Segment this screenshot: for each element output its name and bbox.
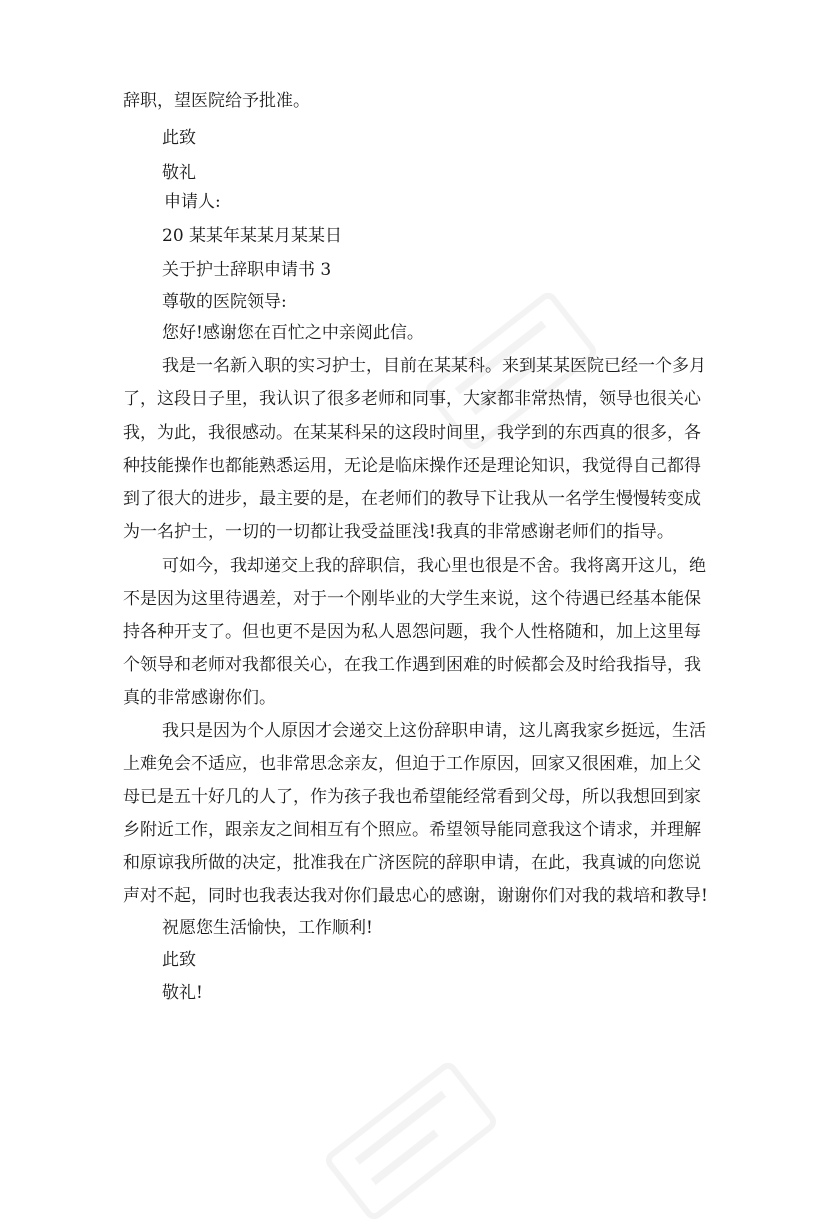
paragraph-line: 真的非常感谢你们。 bbox=[123, 688, 276, 708]
applicant-label: 申请人: bbox=[164, 192, 221, 212]
paragraph-line: 个领导和老师对我都很关心，在我工作遇到困难的时候都会及时给我指导，我 bbox=[123, 655, 701, 675]
greeting: 尊敬的医院领导: bbox=[162, 292, 287, 312]
paragraph-line: 我是一名新入职的实习护士，目前在某某科。来到某某医院已经一个多月 bbox=[162, 356, 706, 376]
paragraph-line: 我，为此，我很感动。在某某科呆的这段时间里，我学到的东西真的很多，各 bbox=[123, 423, 701, 443]
closing-wish: 祝愿您生活愉快，工作顺利! bbox=[162, 918, 373, 938]
section-title: 关于护士辞职申请书 3 bbox=[162, 260, 332, 280]
paragraph-line: 为一名护士，一切的一切都让我受益匪浅!我真的非常感谢老师们的指导。 bbox=[123, 522, 674, 542]
paragraph-line: 到了很大的进步，最主要的是，在老师们的教导下让我从一名学生慢慢转变成 bbox=[123, 489, 701, 509]
paragraph-line: 我只是因为个人原因才会递交上这份辞职申请，这儿离我家乡挺远，生活 bbox=[162, 721, 706, 741]
paragraph-line: 可如今，我却递交上我的辞职信，我心里也很是不舍。我将离开这儿，绝 bbox=[162, 556, 706, 576]
closing-salutation: 此致 bbox=[162, 128, 196, 148]
date-line: 20 某某年某某月某某日 bbox=[162, 226, 343, 246]
paragraph-line: 持各种开支了。但也更不是因为私人恩怨问题，我个人性格随和，加上这里每 bbox=[123, 622, 701, 642]
watermark-mark bbox=[322, 1059, 500, 1223]
closing-regards: 敬礼 bbox=[162, 163, 196, 183]
paragraph-line: 乡附近工作，跟亲友之间相互有个照应。希望领导能同意我这个请求，并理解 bbox=[123, 820, 701, 840]
paragraph-line: 声对不起，同时也我表达我对你们最忠心的感谢，谢谢你们对我的栽培和教导! bbox=[123, 886, 708, 906]
paragraph-line: 种技能操作也都能熟悉运用，无论是临床操作还是理论知识，我觉得自己都得 bbox=[123, 456, 701, 476]
paragraph-line: 上难免会不适应，也非常思念亲友，但迫于工作原因，回家又很困难，加上父 bbox=[123, 754, 701, 774]
paragraph-line: 不是因为这里待遇差，对于一个刚毕业的大学生来说，这个待遇已经基本能保 bbox=[123, 589, 701, 609]
text-line: 辞职，望医院给予批准。 bbox=[123, 91, 310, 111]
closing-salutation: 此致 bbox=[162, 950, 196, 970]
closing-regards: 敬礼! bbox=[162, 983, 203, 1003]
paragraph-line: 了，这段日子里，我认识了很多老师和同事，大家都非常热情，领导也很关心 bbox=[123, 389, 701, 409]
paragraph-line: 母已是五十好几的人了，作为孩子我也希望能经常看到父母，所以我想回到家 bbox=[123, 787, 701, 807]
opening-line: 您好!感谢您在百忙之中亲阅此信。 bbox=[162, 323, 424, 343]
paragraph-line: 和原谅我所做的决定，批准我在广济医院的辞职申请，在此，我真诚的向您说 bbox=[123, 853, 701, 873]
